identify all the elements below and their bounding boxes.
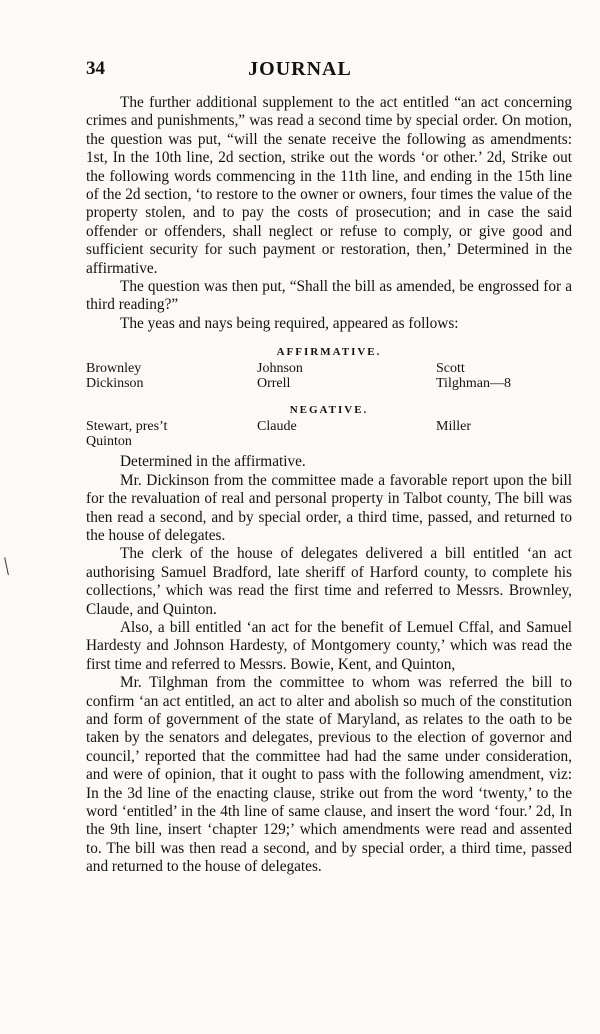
negative-vote-list — [86, 419, 572, 449]
vote-name: Tilghman—8 — [436, 376, 511, 392]
vote-name: Quinton — [86, 434, 132, 450]
affirmative-heading: AFFIRMATIVE. — [276, 346, 382, 359]
paragraph: Mr. Tilghman from the committee to whom was referred the bill to confirm ‘an act entitled, an act to alter and abolish so much of the constitution and form of government of the state of Maryland, as relates to the oath to be taken by the senators and delegates, previous to the election of governor and council,’ reported that the committee had had the same under consideration, and were of opinion, that it ought to pass with the following amendment, viz: In the 3d line of the enacting clause, strike out from the word ‘twenty,’ to the word ‘entitled’ in the 4th line of same clause, and insert the word ‘four.’ 2d, In the 9th line, insert ‘chapter 129;’ which amendments were read and assented to. The bill was then read a second, and by special order, a third time, passed and returned to the house of delegates. — [86, 674, 572, 876]
vote-name: Johnson — [257, 361, 303, 377]
vote-name: Dickinson — [86, 376, 144, 392]
vote-name — [436, 434, 572, 449]
vote-name: Claude — [257, 419, 297, 435]
journal-body — [86, 94, 572, 877]
paragraph: Determined in the affirmative. — [120, 453, 306, 471]
page-header — [0, 58, 600, 82]
paragraph: The further additional supplement to the act entitled “an act concerning crimes and punishments,” was read a second time by special order. On motion, the question was put, “will the senate receive the following as amendments: 1st, In the 10th line, 2d section, strike out the words ‘or other.’ 2d, Strike out the following words commencing in the 11th line, and ending in the 15th line of the 2d section, ‘to restore to the owner or owners, four times the value of the property stolen, and to pay the costs of prosecution; and in case the said offender or offenders, shall neglect or refuse to comply, or give good and sufficient security for such payment or restoration, then,’ Determined in the affirmative. — [86, 94, 572, 277]
vote-name: Scott — [436, 361, 465, 377]
vote-name — [257, 434, 436, 449]
paragraph: The clerk of the house of delegates delivered a bill entitled ‘an act authorising Samuel Bradford, late sheriff of Harford county, to complete his collections,’ which was read the first time and referred to Messrs. Brownley, Claude, and Quinton. — [86, 545, 572, 618]
paragraph: Mr. Dickinson from the committee made a favorable report upon the bill for the revaluation of real and personal property in Talbot county, The bill was then read a second, and by special order, a third time, passed, and returned to the house of delegates. — [86, 471, 572, 544]
vote-name: Orrell — [257, 376, 291, 392]
running-title: JOURNAL — [248, 58, 352, 80]
paragraph: The question was then put, “Shall the bill as amended, be engrossed for a third reading?” — [86, 278, 572, 314]
affirmative-vote-list — [86, 361, 572, 391]
vote-name: Miller — [436, 419, 471, 435]
vote-name: Brownley — [86, 361, 142, 377]
paragraph: The yeas and nays being required, appeared as follows: — [120, 314, 459, 332]
negative-heading: NEGATIVE. — [289, 404, 369, 417]
paragraph: Also, a bill entitled ‘an act for the benefit of Lemuel Cffal, and Samuel Hardesty and Johnson Hardesty, of Montgomery county,’ which was read the first time and referred to Messrs. Bowie, Kent, and Quinton, — [86, 618, 572, 673]
vote-name: Stewart, pres’t — [86, 419, 168, 435]
post-vote-section — [86, 453, 572, 876]
page-number: 34 — [86, 58, 105, 79]
margin-mark — [4, 557, 11, 575]
